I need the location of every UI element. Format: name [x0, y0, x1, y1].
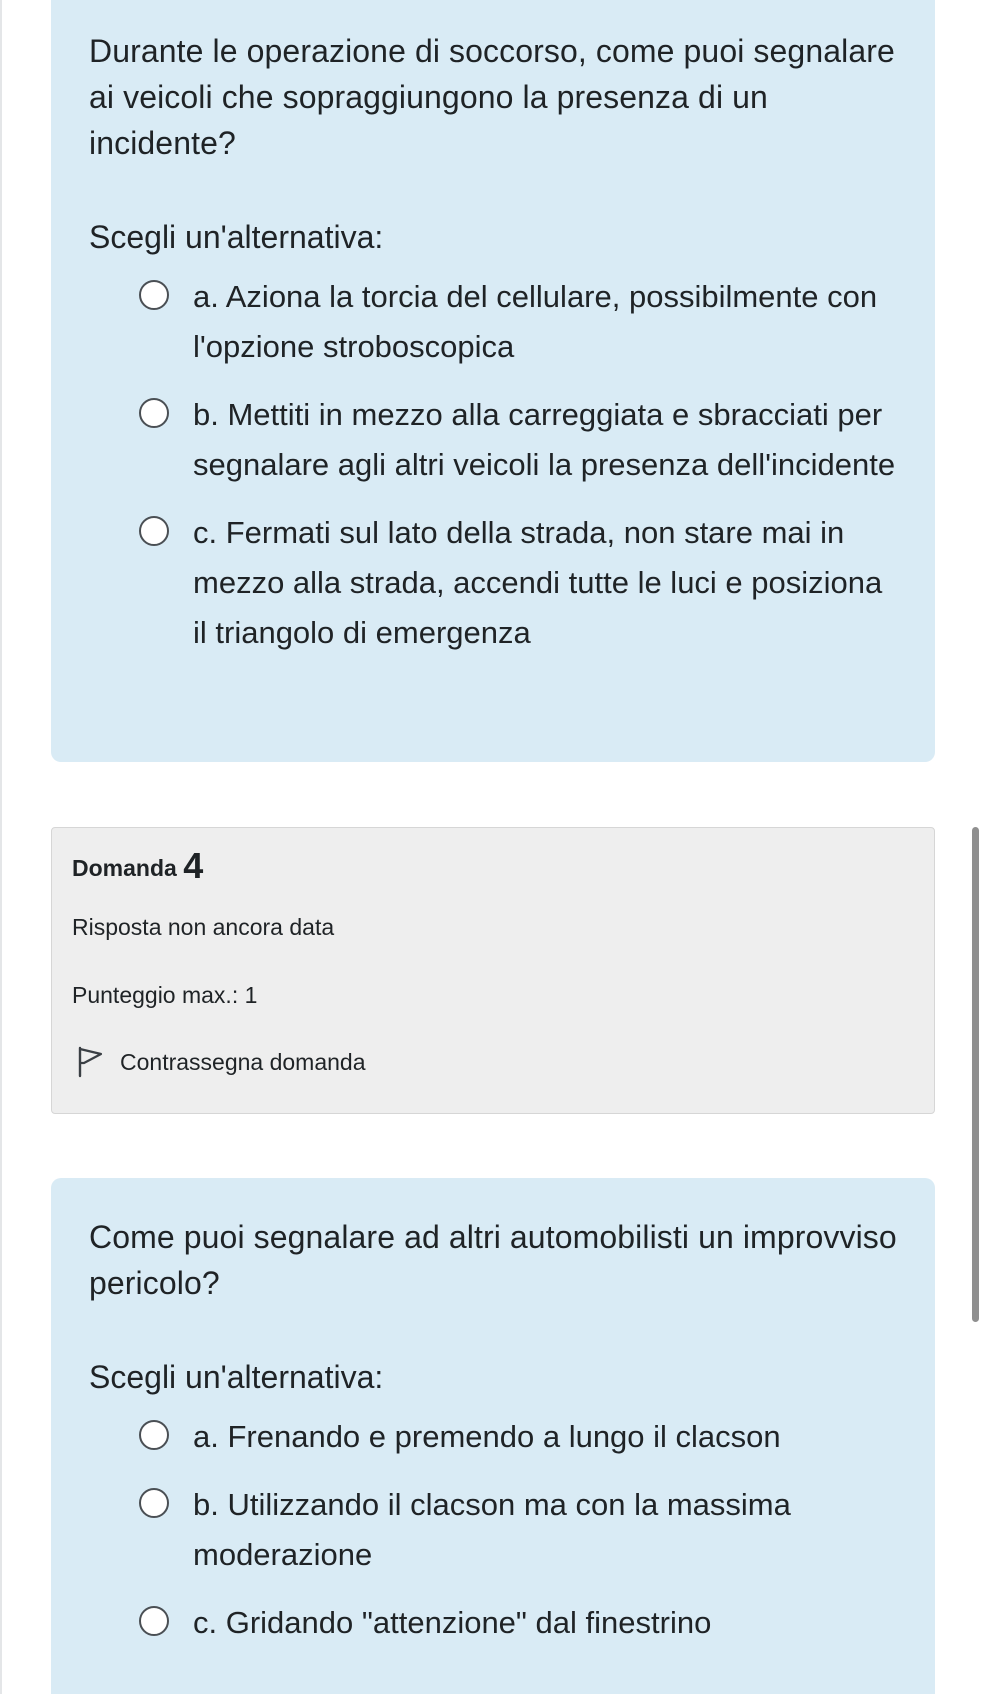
left-border: [0, 0, 2, 1694]
question-4-answer-b[interactable]: [89, 1480, 901, 1580]
flag-label: Contrassegna domanda: [120, 1049, 366, 1075]
answer-label: c. Gridando "attenzione" dal finestrino: [193, 1605, 712, 1640]
radio-button[interactable]: [139, 1420, 169, 1450]
max-score: Punteggio max.: 1: [72, 982, 258, 1008]
question-number: [72, 846, 914, 888]
question-4-answer-a[interactable]: [89, 1412, 901, 1462]
radio-button[interactable]: [139, 398, 169, 428]
answer-label: b. Utilizzando il clacson ma con la massima moderazione: [193, 1487, 791, 1572]
question-3-answer-c[interactable]: [89, 508, 901, 658]
question-4-text: Come puoi segnalare ad altri automobilisti un improvviso pericolo?: [89, 1219, 897, 1301]
question-4-info: [51, 827, 935, 1114]
scrollbar-thumb[interactable]: [972, 827, 979, 1322]
radio-button[interactable]: [139, 1606, 169, 1636]
radio-button[interactable]: [139, 280, 169, 310]
question-3-card: [51, 0, 935, 762]
answer-label: b. Mettiti in mezzo alla carreggiata e sbracciati per segnalare agli altri veicoli la presenza dell'incidente: [193, 397, 896, 482]
flag-outline-icon: [76, 1046, 104, 1078]
radio-button[interactable]: [139, 516, 169, 546]
question-4-card: [51, 1178, 935, 1694]
question-heading: Domanda: [72, 855, 177, 881]
flag-question-link[interactable]: [72, 1046, 914, 1078]
question-3-text: Durante le operazione di soccorso, come puoi segnalare ai veicoli che sopraggiungono la presenza di un incidente?: [89, 33, 895, 161]
question-3-answers: [89, 272, 901, 658]
radio-button[interactable]: [139, 1488, 169, 1518]
question-3-answer-b[interactable]: [89, 390, 901, 490]
question-4-answer-c[interactable]: [89, 1598, 901, 1648]
question-4-prompt: Scegli un'alternativa:: [89, 1359, 384, 1395]
answer-label: c. Fermati sul lato della strada, non stare mai in mezzo alla strada, accendi tutte le luci e posiziona il triangolo di emergenza: [193, 515, 883, 650]
answer-label: a. Frenando e premendo a lungo il clacson: [193, 1419, 781, 1454]
question-4-answers: [89, 1412, 901, 1648]
question-3-answer-a[interactable]: [89, 272, 901, 372]
answer-status: Risposta non ancora data: [72, 914, 335, 940]
question-3-prompt: Scegli un'alternativa:: [89, 219, 384, 255]
question-number-value: 4: [183, 845, 204, 886]
answer-label: a. Aziona la torcia del cellulare, possibilmente con l'opzione stroboscopica: [193, 279, 878, 364]
